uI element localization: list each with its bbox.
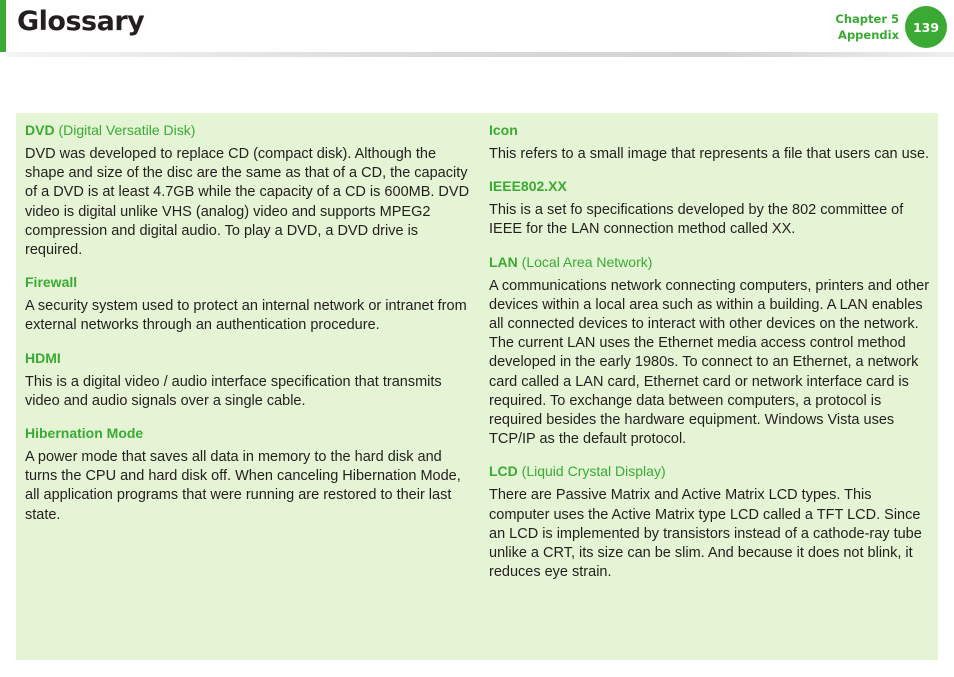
term-expansion: (Local Area Network) (521, 253, 653, 270)
page-title: Glossary (17, 6, 145, 37)
term-expansion: (Liquid Crystal Display) (521, 463, 666, 480)
glossary-definition: This is a digital video / audio interface specification that transmits video and audio signals over a single cable. (25, 373, 442, 409)
glossary-entry-ieee802 (489, 177, 931, 239)
glossary-term (25, 273, 475, 291)
chapter-number: Chapter 5 (835, 12, 899, 26)
glossary-entry-firewall (25, 273, 475, 335)
glossary-entry-icon (489, 121, 931, 164)
glossary-term (25, 424, 475, 442)
term-name: IEEE802.XX (489, 178, 567, 195)
glossary-entry-hibernation-mode (25, 424, 475, 525)
term-name: HDMI (25, 349, 61, 366)
glossary-term (489, 253, 931, 271)
glossary-term (489, 121, 931, 139)
glossary-definition: A power mode that saves all data in memory to the hard disk and turns the CPU and hard disk off. When canceling Hibernation Mode, all application programs that were running are restored to their last state. (25, 449, 461, 523)
glossary-term (25, 349, 475, 367)
glossary-definition: DVD was developed to replace CD (compact disk). Although the shape and size of the disc are the same as that of a CD, the capacity of a DVD is at least 4.7GB while the capacity of a CD is 600MB. DVD video is digital unlike VHS (analog) video and supports MPEG2 compression and digital audio. To play a DVD, a DVD drive is required. (25, 146, 470, 259)
term-name: LCD (489, 463, 518, 480)
glossary-panel (16, 113, 938, 660)
glossary-column-left (25, 121, 475, 538)
term-name: Icon (489, 122, 518, 138)
term-name: Hibernation Mode (25, 425, 144, 442)
glossary-term (489, 177, 931, 195)
section-name: Appendix (838, 28, 899, 42)
header-divider (6, 52, 954, 57)
glossary-entry-dvd (25, 121, 475, 260)
chapter-label (835, 11, 899, 43)
glossary-definition: A security system used to protect an internal network or intranet from external networks through an authentication procedure. (25, 298, 467, 334)
glossary-definition: This is a set fo specifications developed by the 802 committee of IEEE for the LAN connection method called XX. (489, 202, 904, 238)
glossary-term (489, 462, 931, 480)
glossary-column-right (489, 121, 931, 595)
page-number-badge: 139 (905, 6, 947, 48)
glossary-entry-lan (489, 253, 931, 450)
glossary-entry-lcd (489, 462, 931, 582)
glossary-definition: This refers to a small image that represents a file that users can use. (489, 146, 930, 162)
term-name: LAN (489, 253, 518, 270)
glossary-definition: A communications network connecting computers, printers and other devices within a local area such as within a building. A LAN enables all connected devices to interact with other devices on the network. The current LAN uses the Ethernet media access control method developed in the early 1980s. To connect to an Ethernet, a network card called a LAN card, Ethernet card or network interface card is required. To exchange data between computers, a protocol is required besides the hardware equipment. Windows Vista uses TCP/IP as the default protocol. (489, 277, 930, 448)
glossary-term (25, 121, 475, 139)
term-expansion: (Digital Versatile Disk) (58, 122, 196, 138)
term-name: DVD (25, 122, 55, 138)
glossary-definition: There are Passive Matrix and Active Matrix LCD types. This computer uses the Active Matrix type LCD called a TFT LCD. Since an LCD is implemented by transistors instead of a cathode-ray tube unlike a CRT, its size can be slim. And because it does not blink, it reduces eye strain. (489, 487, 922, 581)
header-accent-bar (0, 0, 6, 52)
glossary-entry-hdmi (25, 349, 475, 411)
term-name: Firewall (25, 274, 78, 291)
